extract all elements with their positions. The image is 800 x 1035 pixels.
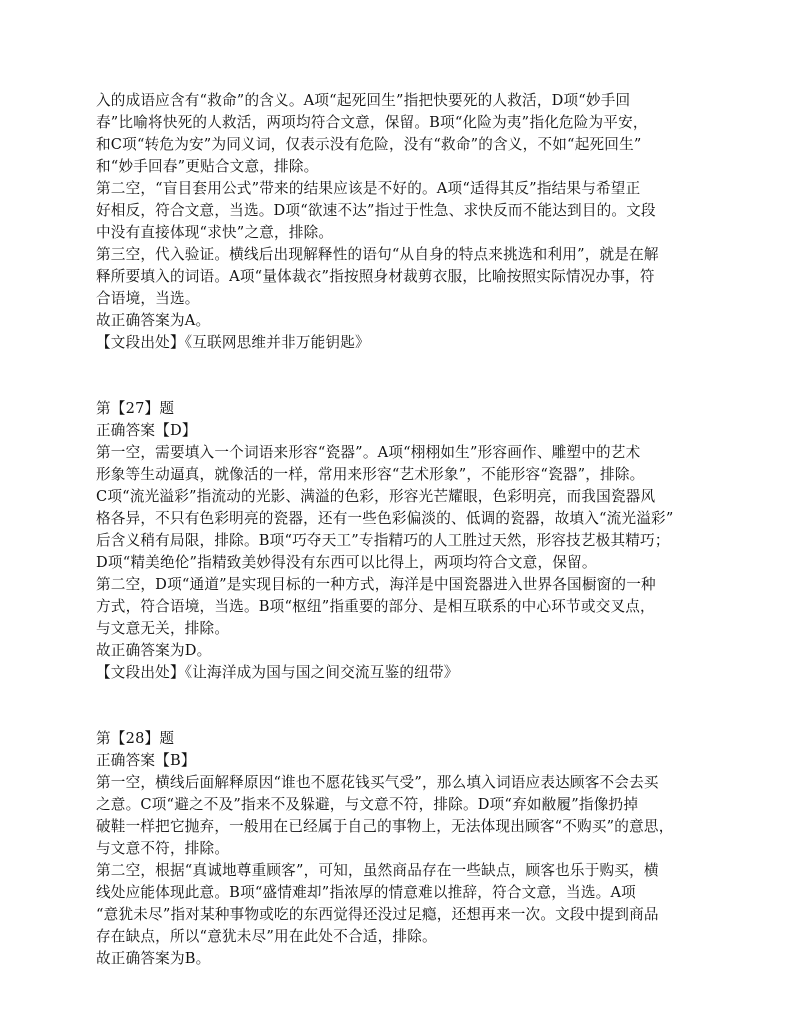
text-line: 和“妙手回春”更贴合文意，排除。	[96, 158, 319, 175]
text-line: 合语境，当选。	[96, 290, 200, 307]
text-line: 格各异，不只有色彩明亮的瓷器，还有一些色彩偏淡的、低调的瓷器，故填入“流光溢彩”	[96, 510, 674, 527]
text-line: 第二空，“盲目套用公式”带来的结果应该是不好的。A项“适得其反”指结果与希望正	[96, 180, 641, 197]
text-line: C项“流光溢彩”指流动的光影、满溢的色彩，形容光芒耀眼，色彩明亮，而我国瓷器风	[96, 488, 656, 505]
question-heading: 第【28】题	[96, 730, 175, 747]
text-line: 与文意不符，排除。	[96, 840, 230, 857]
text-line: 方式，符合语境，当选。B项“枢纽”指重要的部分、是相互联系的中心环节或交叉点，	[96, 598, 655, 615]
source-citation: 【文段出处】《互联网思维并非万能钥匙》	[96, 334, 370, 351]
correct-answer: 正确答案【B】	[96, 752, 196, 769]
text-line: 第一空，横线后面解释原因“谁也不愿花钱买气受”，那么填入词语应表达顾客不会去买	[96, 774, 659, 791]
text-line: “意犹未尽”指对某种事物或吃的东西觉得还没过足瘾，还想再来一次。文段中提到商品	[96, 906, 659, 923]
text-line: 释所要填入的词语。A项“量体裁衣”指按照身材裁剪衣服，比喻按照实际情况办事，符	[96, 268, 655, 285]
text-line: 存在缺点，所以“意犹未尽”用在此处不合适，排除。	[96, 928, 437, 945]
document-page	[96, 90, 716, 970]
question-heading: 第【27】题	[96, 400, 175, 417]
text-line: 好相反，符合文意，当选。D项“欲速不达”指过于性急、求快反而不能达到目的。文段	[96, 202, 656, 219]
text-line: 之意。C项“避之不及”指来不及躲避，与文意不符，排除。D项“弃如敝履”指像扔掉	[96, 796, 639, 813]
text-line: 入的成语应含有“救命”的含义。A项“起死回生”指把快要死的人救活，D项“妙手回	[96, 92, 631, 109]
answer-summary: 故正确答案为B。	[96, 950, 211, 967]
q27-explanation	[96, 398, 716, 684]
text-line: 中没有直接体现“求快”之意，排除。	[96, 224, 334, 241]
text-line: 春”比喻将快死的人救活，两项均符合文意，保留。B项“化险为夷”指化危险为平安，	[96, 114, 648, 131]
text-line: 第二空，D项“通道”是实现目标的一种方式，海洋是中国瓷器进入世界各国橱窗的一种	[96, 576, 656, 593]
q28-explanation	[96, 728, 716, 970]
text-line: 和C项“转危为安”为同义词，仅表示没有危险，没有“救命”的含义，不如“起死回生”	[96, 136, 642, 153]
text-line: 破鞋一样把它抛弃，一般用在已经属于自己的事物上，无法体现出顾客“不购买”的意思，	[96, 818, 674, 835]
answer-summary: 故正确答案为A。	[96, 312, 211, 329]
text-line: 第一空，需要填入一个词语来形容“瓷器”。A项“栩栩如生”形容画作、雕塑中的艺术	[96, 444, 641, 461]
text-line: 与文意无关，排除。	[96, 620, 230, 637]
text-line: 形象等生动逼真，就像活的一样，常用来形容“艺术形象”，不能形容“瓷器”，排除。	[96, 466, 645, 483]
answer-summary: 故正确答案为D。	[96, 642, 212, 659]
text-line: 第三空，代入验证。横线后出现解释性的语句“从自身的特点来挑选和利用”，就是在解	[96, 246, 659, 263]
text-line: D项“精美绝伦”指精致美妙得没有东西可以比得上，两项均符合文意，保留。	[96, 554, 597, 571]
source-citation: 【文段出处】《让海洋成为国与国之间交流互鉴的纽带》	[96, 664, 459, 681]
correct-answer: 正确答案【D】	[96, 422, 197, 439]
text-line: 第二空，根据“真诚地尊重顾客”，可知，虽然商品存在一些缺点，顾客也乐于购买，横	[96, 862, 659, 879]
q26-explanation	[96, 90, 716, 354]
text-line: 线处应能体现此意。B项“盛情难却”指浓厚的情意难以推辞，符合文意，当选。A项	[96, 884, 636, 901]
text-line: 后含义稍有局限，排除。B项“巧夺天工”专指精巧的人工胜过天然，形容技艺极其精巧；	[96, 532, 670, 549]
